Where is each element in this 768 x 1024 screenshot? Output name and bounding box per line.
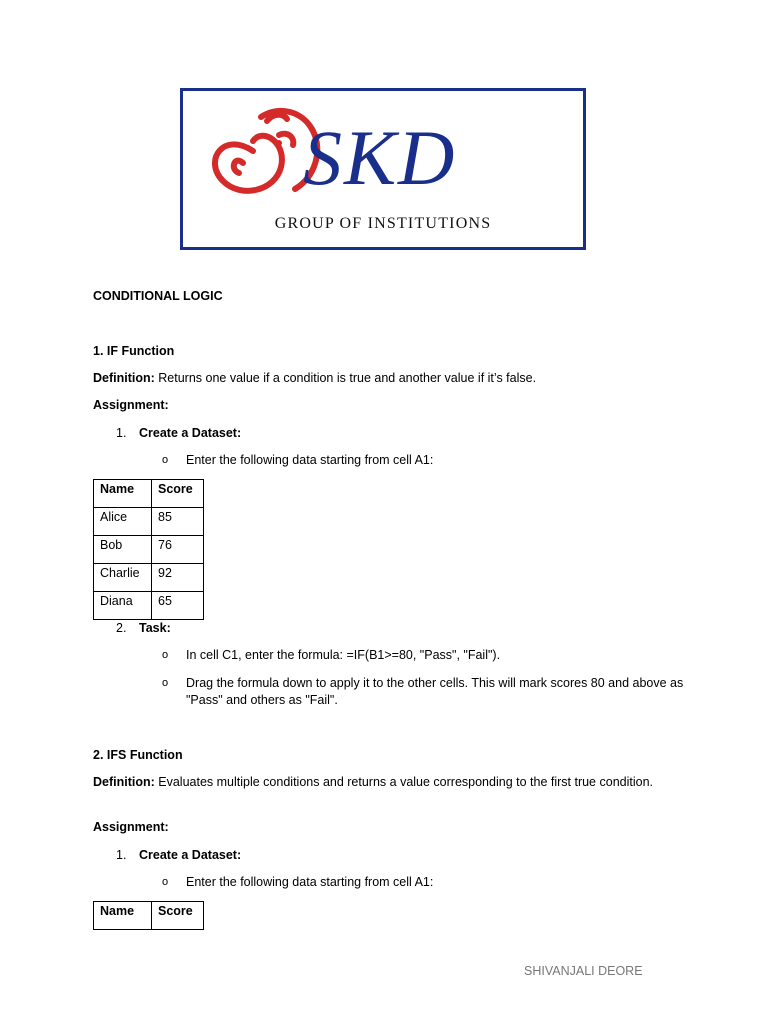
table-cell: Charlie: [94, 564, 152, 592]
table-cell: 92: [152, 564, 204, 592]
table-cell: 76: [152, 536, 204, 564]
step1-bullet-text: Enter the following data starting from cell A1:: [186, 875, 434, 889]
bullet-icon: o: [162, 677, 169, 689]
table-header-row: [94, 480, 204, 508]
table-header-score: Score: [152, 480, 204, 508]
dataset-table: [93, 901, 204, 930]
logo-subtitle: GROUP OF INSTITUTIONS: [274, 215, 492, 232]
table-header-row: [94, 902, 204, 930]
section2-title: 2. IFS Function: [93, 748, 183, 762]
institution-logo: [180, 88, 586, 250]
section1-title: 1. IF Function: [93, 344, 175, 358]
step2-number: 2.: [116, 621, 127, 635]
table-header-score: Score: [152, 902, 204, 930]
table-cell: 85: [152, 508, 204, 536]
step1-number: 1.: [116, 426, 127, 440]
step1-bullet-text: Enter the following data starting from cell A1:: [186, 453, 434, 467]
section2-assignment-label: Assignment:: [93, 820, 169, 834]
table-row: [94, 592, 204, 620]
table-header-name: Name: [94, 902, 152, 930]
task-bullet-1: In cell C1, enter the formula: =IF(B1>=80, "Pass", "Fail").: [186, 648, 501, 662]
table-row: [94, 536, 204, 564]
table-header-name: Name: [94, 480, 152, 508]
definition-text: Returns one value if a condition is true and another value if it’s false.: [154, 371, 537, 385]
task-bullet-2: Drag the formula down to apply it to the other cells. This will mark scores 80 and above as "Pass" and others as "Fail".: [186, 676, 684, 707]
table-row: [94, 564, 204, 592]
bullet-icon: o: [162, 876, 169, 888]
table-cell: Diana: [94, 592, 152, 620]
table-row: [94, 508, 204, 536]
table-cell: 65: [152, 592, 204, 620]
section2-definition: [93, 774, 673, 791]
section1-assignment-label: Assignment:: [93, 398, 169, 412]
document-heading: CONDITIONAL LOGIC: [93, 289, 223, 303]
table-cell: Alice: [94, 508, 152, 536]
logo-letters: SKD: [303, 114, 457, 201]
step1-label: Create a Dataset:: [139, 426, 242, 440]
step1-label: Create a Dataset:: [139, 848, 242, 862]
definition-label: Definition:: [93, 371, 155, 385]
dataset-table: [93, 479, 204, 620]
step2-label: Task:: [139, 621, 171, 635]
definition-label: Definition:: [93, 775, 155, 789]
step1-number: 1.: [116, 848, 127, 862]
definition-text: Evaluates multiple conditions and returns a value corresponding to the first true condition.: [154, 775, 653, 789]
table-cell: Bob: [94, 536, 152, 564]
bullet-icon: o: [162, 454, 169, 466]
bullet-icon: o: [162, 649, 169, 661]
section1-definition: [93, 370, 536, 387]
page-footer-author: SHIVANJALI DEORE: [524, 964, 643, 978]
